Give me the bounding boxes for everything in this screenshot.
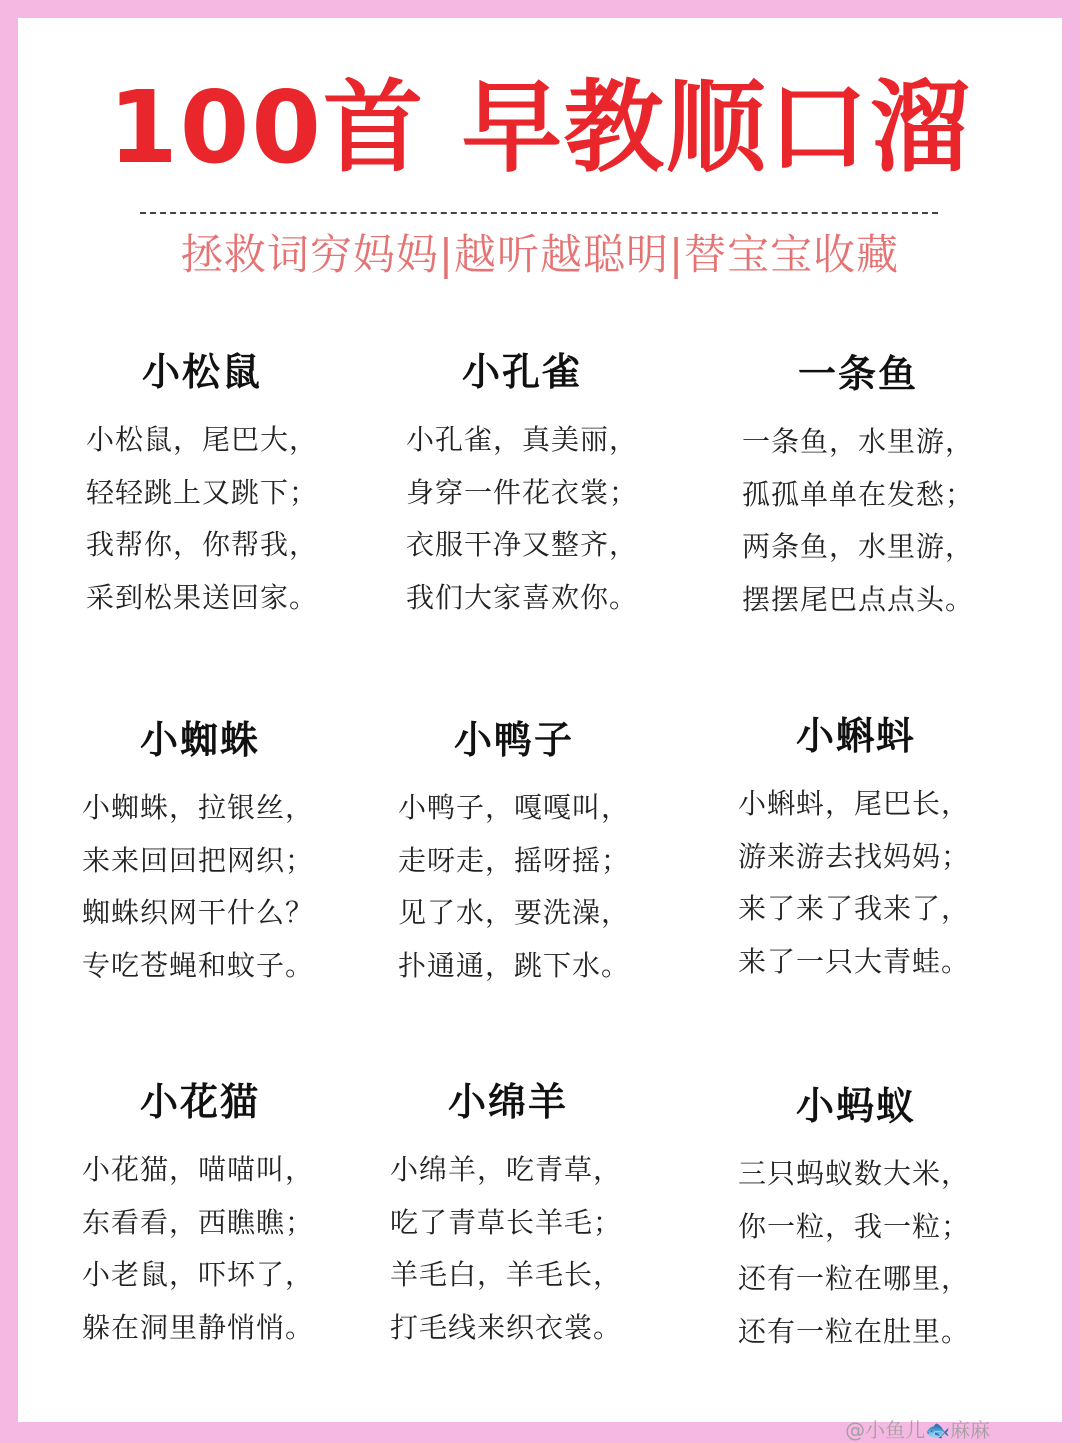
- dashed-divider: [140, 212, 938, 214]
- poem-line: 两条鱼，水里游，: [742, 530, 975, 563]
- poem-line: 躲在洞里静悄悄。: [82, 1310, 315, 1344]
- poem-line: 走呀走，摇呀摇；: [398, 843, 631, 877]
- poem-title: 小鸭子: [454, 718, 575, 762]
- poem-title: 小蜘蛛: [140, 718, 261, 762]
- poem-title: 小蝌蚪: [796, 714, 917, 758]
- poem-line: 采到松果送回家。: [86, 580, 319, 614]
- poem-line: 东看看，西瞧瞧；: [82, 1205, 315, 1239]
- poem-title: 小绵羊: [448, 1080, 569, 1124]
- poem-title: 一条鱼: [798, 352, 919, 396]
- poem-line: 蜘蛛织网干什么？: [82, 896, 315, 929]
- poem-line: 小鸭子，嘎嘎叫，: [398, 791, 631, 824]
- poem-line: 衣服干净又整齐，: [406, 528, 639, 561]
- page-title: 100首 早教顺口溜: [108, 69, 972, 186]
- poem-title: 小孔雀: [462, 350, 583, 394]
- poem-line: 还有一粒在肚里。: [738, 1314, 971, 1348]
- poem-line: 孤孤单单在发愁；: [742, 477, 975, 511]
- poem-line: 羊毛白，羊毛长，: [390, 1258, 623, 1291]
- poem-line: 三只蚂蚁数大米，: [738, 1157, 971, 1190]
- poem-line: 打毛线来织衣裳。: [390, 1310, 623, 1344]
- poem-line: 一条鱼，水里游，: [742, 425, 975, 458]
- poem-card-lamb: [390, 1078, 748, 1354]
- poem-line: 还有一粒在哪里，: [738, 1262, 971, 1295]
- poem-line: 摆摆尾巴点点头。: [742, 582, 975, 616]
- poem-line: 见了水，要洗澡，: [398, 896, 631, 929]
- poem-card-tadpole: [738, 712, 1080, 988]
- poem-card-ant: [738, 1082, 1080, 1358]
- poem-line: 小蜘蛛，拉银丝，: [82, 791, 315, 824]
- poem-line: 吃了青草长羊毛；: [390, 1205, 623, 1239]
- poem-line: 来了来了我来了，: [738, 892, 971, 925]
- page-subtitle: 拯救词穷妈妈|越听越聪明|替宝宝收藏: [180, 230, 900, 279]
- poem-line: 我帮你，你帮我，: [86, 528, 319, 561]
- poem-card-duckling: [398, 716, 754, 992]
- poem-line: 小花猫，喵喵叫，: [82, 1153, 315, 1186]
- poem-line: 身穿一件花衣裳；: [406, 475, 639, 509]
- poem-card-squirrel: [86, 348, 442, 624]
- poem-title: 小松鼠: [142, 350, 263, 394]
- poem-card-peacock: [406, 348, 762, 624]
- poem-line: 扑通通，跳下水。: [398, 948, 631, 982]
- poem-line: 轻轻跳上又跳下；: [86, 475, 319, 509]
- poem-line: 你一粒，我一粒；: [738, 1209, 971, 1243]
- poem-line: 小蝌蚪，尾巴长，: [738, 787, 971, 820]
- poem-line: 游来游去找妈妈；: [738, 839, 971, 873]
- watermark: @小鱼儿🐟麻麻: [845, 1418, 990, 1442]
- poem-card-spider: [82, 716, 440, 992]
- poem-line: 小松鼠，尾巴大，: [86, 423, 319, 456]
- poem-line: 专吃苍蝇和蚊子。: [82, 948, 315, 982]
- poem-title: 小蚂蚁: [796, 1084, 917, 1128]
- poem-line: 我们大家喜欢你。: [406, 580, 639, 614]
- poem-line: 小绵羊，吃青草，: [390, 1153, 623, 1186]
- poem-title: 小花猫: [140, 1080, 261, 1124]
- poem-line: 小老鼠，吓坏了，: [82, 1258, 315, 1291]
- poem-line: 来来回回把网织；: [82, 843, 315, 877]
- poem-line: 来了一只大青蛙。: [738, 944, 971, 978]
- poem-card-fish: [742, 350, 1080, 626]
- poem-line: 小孔雀，真美丽，: [406, 423, 639, 456]
